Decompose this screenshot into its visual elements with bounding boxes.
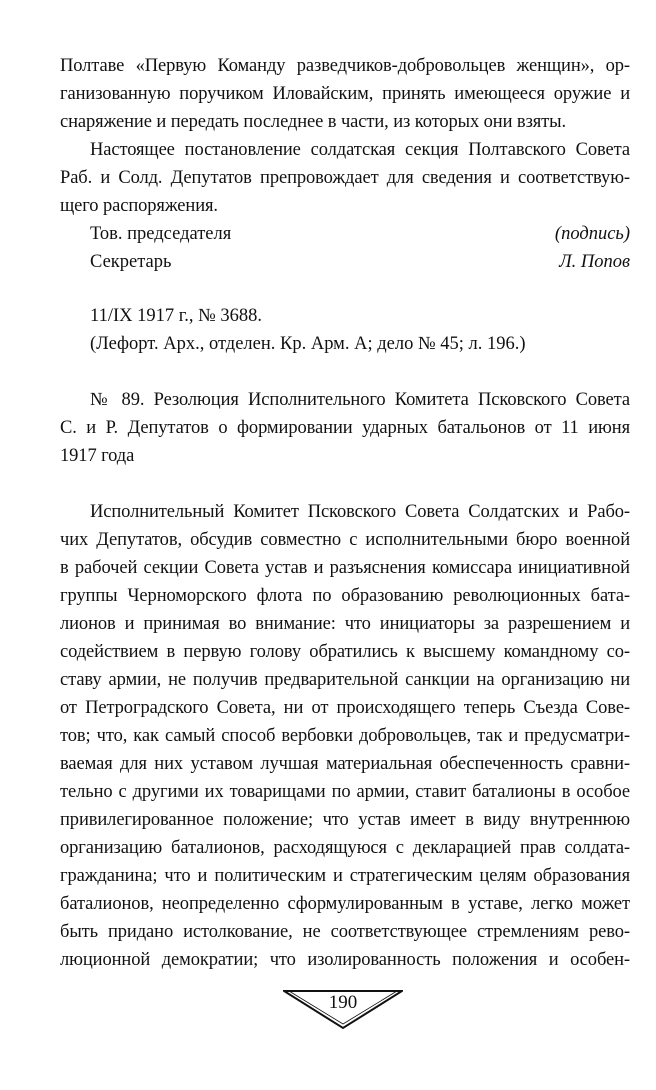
reference-date: 11/IX 1917 г., № 3688. xyxy=(90,306,263,326)
text-line: тов; что, как самый способ вербовки добровольцев, так и предусматри- xyxy=(60,726,630,746)
text-line: чих Депутатов, обсудив совместно с исполнительными бюро военной xyxy=(60,530,630,550)
signature-label: Секретарь xyxy=(90,252,172,272)
text-line: лионов и принимая во внимание: что инициаторы за разрешением и xyxy=(60,614,630,634)
text-line: ваемая для них уставом лучшая материальная обеспеченность сравни- xyxy=(60,754,630,774)
text-line: люционной демократии; что изолированность положения и особен- xyxy=(60,950,630,970)
page-number: 190 xyxy=(328,992,358,1013)
text-line: Настоящее постановление солдатская секция Полтавского Совета xyxy=(90,140,630,160)
signature-value: (подпись) xyxy=(554,224,630,244)
text-line: гражданина; что и политическим и стратегическим целям образования xyxy=(60,866,630,886)
heading-line: С. и Р. Депутатов о формировании ударных батальонов от 11 июня xyxy=(60,418,630,438)
text-line: снаряжение и передать последнее в части, из которых они взяты. xyxy=(60,112,567,132)
heading-line: № 89. Резолюция Исполнительного Комитета Псковского Совета xyxy=(90,390,630,410)
text-line: Раб. и Солд. Депутатов препровождает для сведения и соответствую- xyxy=(60,168,630,188)
text-line: ставу армии, не получив предварительной санкции на организацию ни xyxy=(60,670,630,690)
text-line: от Петроградского Совета, ни от происходящего теперь Съезда Сове- xyxy=(60,698,630,718)
text-line: ганизованную поручиком Иловайским, принять имеющееся оружие и xyxy=(60,84,630,104)
text-line: тельно с другими их товарищами по армии, ставит баталионы в особое xyxy=(60,782,630,802)
text-line: Полтаве «Первую Команду разведчиков-добровольцев женщин», ор- xyxy=(60,56,630,76)
text-line: организацию баталионов, расходящуюся с декларацией прав солдата- xyxy=(60,838,630,858)
reference-archive: (Лефорт. Арх., отделен. Кр. Арм. А; дело № 45; л. 196.) xyxy=(90,334,526,354)
text-line: быть придано истолкование, не соответствующее стремлениям рево- xyxy=(60,922,630,942)
text-line: Исполнительный Комитет Псковского Совета Солдатских и Рабо- xyxy=(90,502,630,522)
signature-value: Л. Попов xyxy=(559,252,630,272)
text-line: баталионов, неопределенно сформулированным в уставе, легко может xyxy=(60,894,630,914)
text-line: щего распоряжения. xyxy=(60,196,218,216)
text-line: содействием в первую голову обратились к высшему командному со- xyxy=(60,642,630,662)
page-number-ornament xyxy=(283,990,403,1030)
signature-label: Тов. председателя xyxy=(90,224,232,244)
heading-line: 1917 года xyxy=(60,446,135,466)
text-line: в рабочей секции Совета устав и разъяснения комиссара инициативной xyxy=(60,558,630,578)
text-line: привилегированное положение; что устав имеет в виду внутреннюю xyxy=(60,810,630,830)
text-line: группы Черноморского флота по образованию революционных бата- xyxy=(60,586,630,606)
